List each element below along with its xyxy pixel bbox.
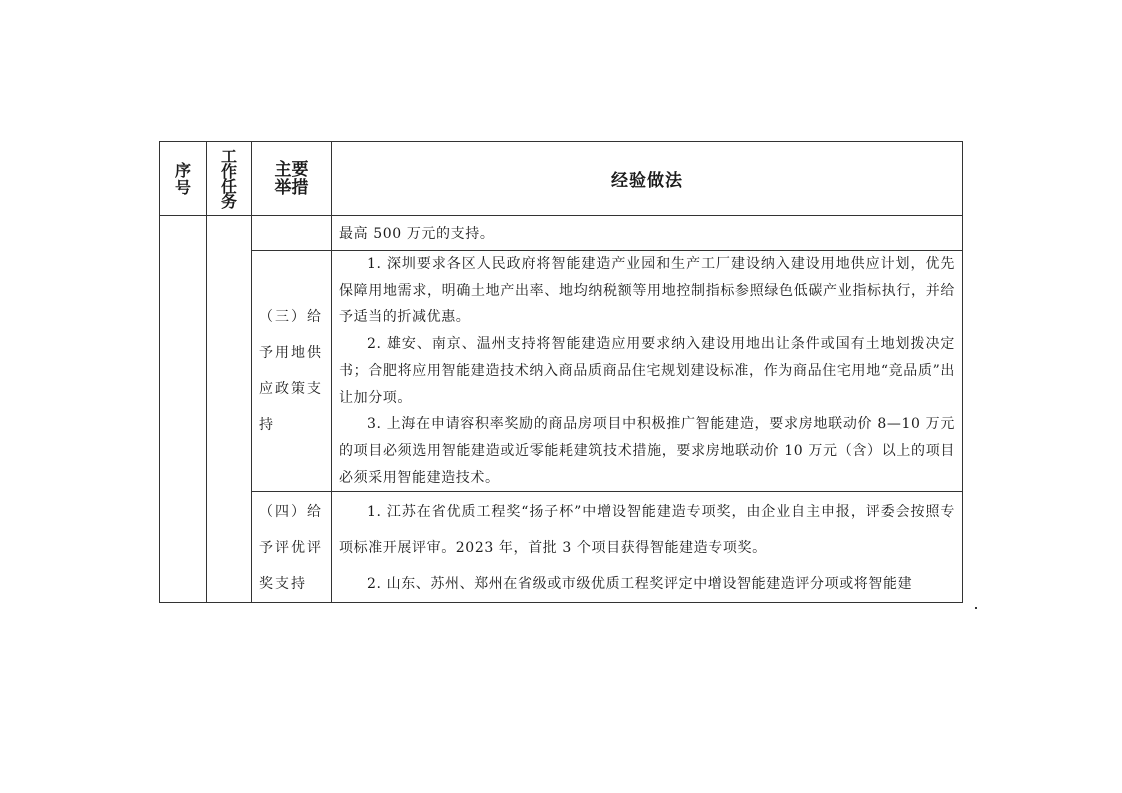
header-experience-practices: 经验做法 <box>332 142 963 216</box>
header-main-measures <box>252 142 332 216</box>
practice-paragraph: 最高 500 万元的支持。 <box>339 226 495 242</box>
practice-paragraph: 2. 雄安、南京、温州支持将智能建造应用要求纳入建设用地出让条件或国有土地划拨决定书；合肥将应用智能建造技术纳入商品质商品住宅规划建设标准，作为商品住宅用地“竞品质”出让加分项。 <box>339 336 955 406</box>
table-row <box>160 492 963 603</box>
header-main-measures-line2: 举措 <box>274 177 309 198</box>
measure-cell: （三）给予用地供应政策支持 <box>252 251 332 492</box>
header-serial-line2: 号 <box>174 177 191 197</box>
measure-cell <box>252 216 332 251</box>
table-row <box>160 216 963 251</box>
practice-paragraph: 1. 江苏在省优质工程奖“扬子杯”中增设智能建造专项奖，由企业自主申报，评委会按照专项标准开展评审。2023 年，首批 3 个项目获得智能建造专项奖。 <box>339 504 955 557</box>
serial-cell <box>160 216 207 603</box>
header-work-task <box>207 142 252 216</box>
practice-cell <box>332 251 963 492</box>
practice-paragraph: 2. 山东、苏州、郑州在省级或市级优质工程奖评定中增设智能建造评分项或将智能建 <box>367 576 913 593</box>
practice-cell <box>332 216 963 251</box>
measures-table <box>159 141 963 603</box>
header-work-task-char: 务 <box>220 191 237 211</box>
scan-artifact-dot <box>975 607 977 609</box>
header-work-task-char: 作 <box>220 161 237 181</box>
header-main-measures-line1: 主要 <box>274 159 309 180</box>
practice-cell <box>332 492 963 603</box>
measure-cell: （四）给予评优评奖支持 <box>252 492 332 603</box>
practice-paragraph: 3. 上海在申请容积率奖励的商品房项目中积极推广智能建造，要求房地联动价 8—10 万元的项目必须选用智能建造或近零能耗建筑技术措施，要求房地联动价 10 万元（含）以上的项目必须采用智能建造技术。 <box>339 416 955 486</box>
header-work-task-char: 任 <box>220 176 237 196</box>
table-row <box>160 251 963 492</box>
work-task-cell <box>207 216 252 603</box>
table-header-row <box>160 142 963 216</box>
header-serial-line1: 序 <box>174 160 191 180</box>
header-serial-number <box>160 142 207 216</box>
practice-paragraph: 1. 深圳要求各区人民政府将智能建造产业园和生产工厂建设纳入建设用地供应计划，优先保障用地需求，明确土地产出率、地均纳税额等用地控制指标参照绿色低碳产业指标执行，并给予适当的折减优惠。 <box>339 256 955 326</box>
header-work-task-char: 工 <box>220 146 237 166</box>
